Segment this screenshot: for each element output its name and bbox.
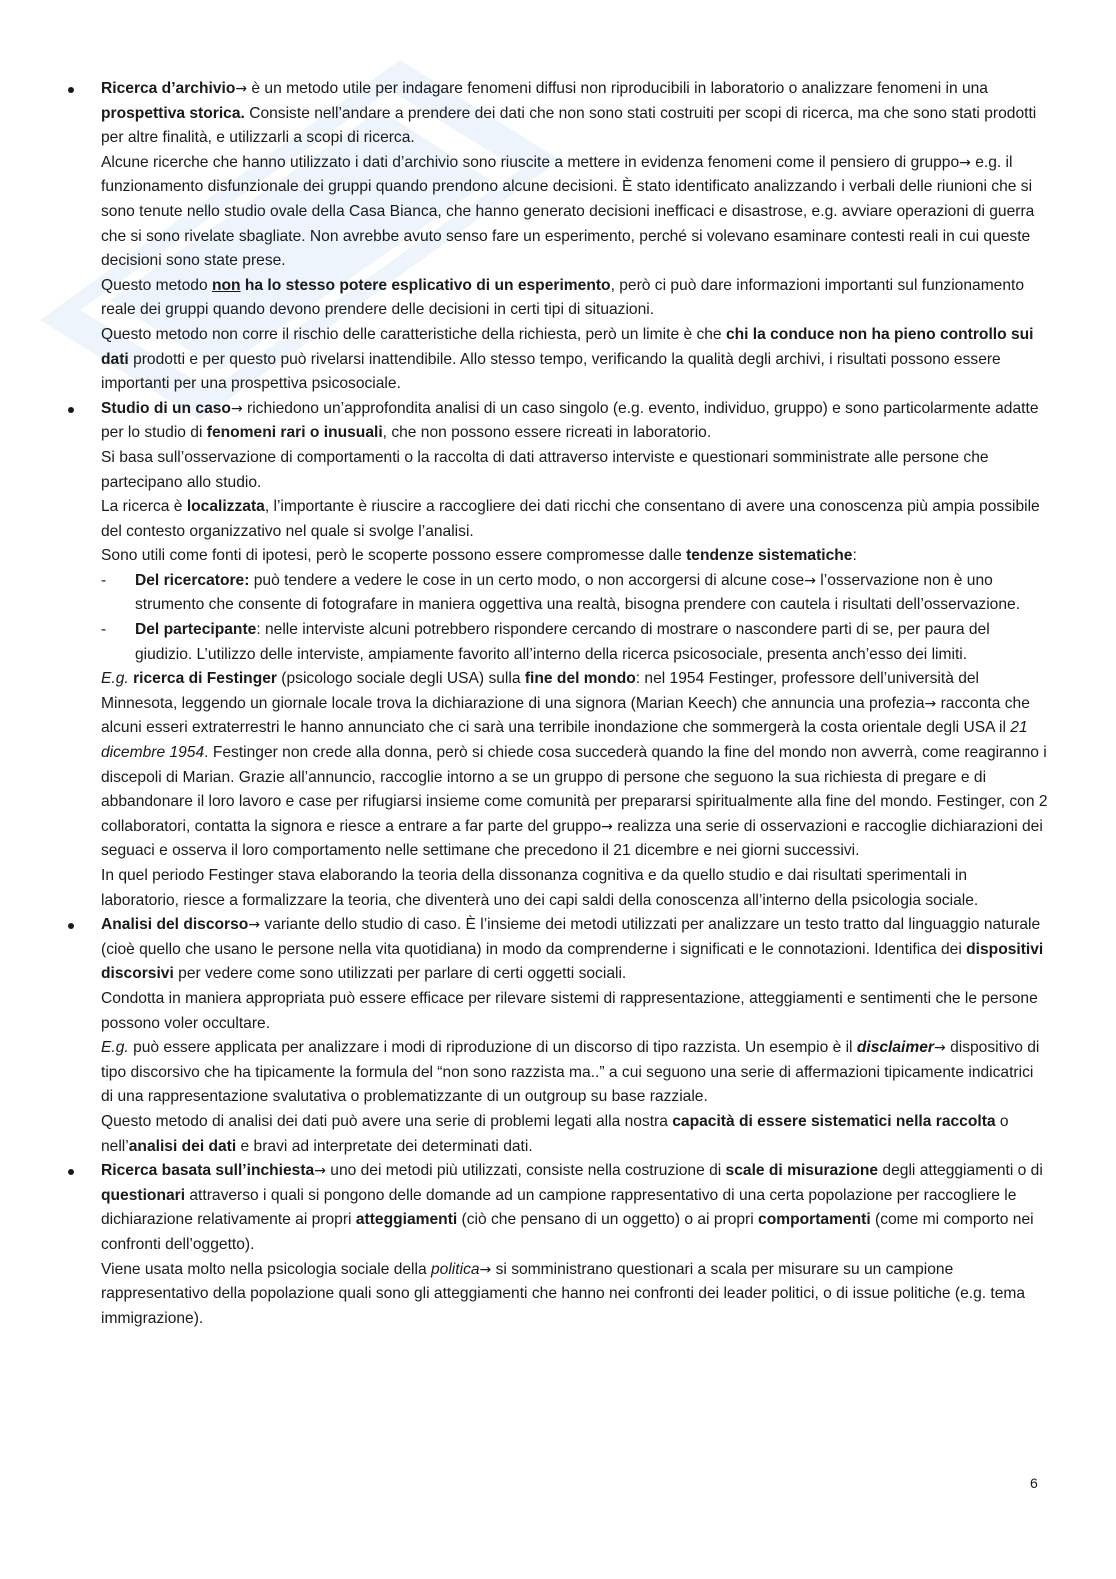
bullet — [68, 1169, 74, 1175]
list-item-ricerca-archivio — [68, 77, 1048, 397]
bullet — [68, 87, 74, 93]
paragraph: Studio di un caso→ richiedono un’approfondita analisi di un caso singolo (e.g. evento, individuo, gruppo) e sono particolarmente adatte per lo studio di fenomeni rari o inusuali, che non possono essere ricreati in laboratorio. — [101, 399, 1039, 442]
paragraph: Ricerca d’archivio→ è un metodo utile per indagare fenomeni diffusi non riproducibili in laboratorio o analizzare fenomeni in una prospettiva storica. Consiste nell’andare a prendere dei dati che non sono stati costruiti per scopi di ricerca, ma che sono stati prodotti per altre finalità, e utilizzarli a scopi di ricerca. — [101, 80, 1037, 147]
paragraph: Questo metodo non corre il rischio delle caratteristiche della richiesta, però un limite è che chi la conduce non ha pieno controllo sui dati prodotti e per questo può rivelarsi inattendibile. Allo stesso tempo, verificando la qualità degli archivi, i risultati possono essere importanti per una prospettiva psicosociale. — [101, 325, 1034, 393]
list-item-analisi-discorso — [68, 913, 1048, 1159]
arrow-icon: → — [248, 917, 261, 934]
paragraph: Condotta in maniera appropriata può essere efficace per rilevare sistemi di rappresentazione, atteggiamenti e sentimenti che le persone possono voler occultare. — [101, 989, 1038, 1032]
arrow-icon: → — [314, 1163, 326, 1180]
list-item-studio-caso — [68, 397, 1048, 913]
dash-marker: - — [101, 621, 107, 639]
bullet — [68, 923, 74, 929]
example-paragraph: E.g. può essere applicata per analizzare i modi di riproduzione di un discorso di tipo razzista. Un esempio è il disclaimer→ dispositivo di tipo discorsivo che ha tipicamente la formula del “non sono razzista ma..” a cui seguono una serie di affermazioni tipicamente indicatrici di una rappresentazione svalutativa o problematizzante di un outgroup su base razziale. — [101, 1039, 1040, 1106]
paragraph: Ricerca basata sull’inchiesta→ uno dei metodi più utilizzati, consiste nella costruzione di scale di misurazione degli atteggiamenti o di questionari attraverso i quali si pongono delle domande ad un campione rappresentativo di una certa popolazione per raccogliere le dichiarazione relativamente ai propri atteggiamenti (ciò che pensano di un oggetto) o ai propri comportamenti (come mi comporto nei confronti dell’oggetto). — [101, 1162, 1043, 1253]
list-item-ricerca-inchiesta — [68, 1159, 1048, 1331]
paragraph: Viene usata molto nella psicologia sociale della politica→ si somministrano questionari a scala per misurare su un campione rappresentativo della popolazione quali sono gli atteggiamenti che hanno nei confronti dei leader politici, o di issue politiche (e.g. tema immigrazione). — [101, 1260, 1026, 1327]
item-title: Ricerca basata sull’inchiesta — [101, 1162, 315, 1180]
paragraph: Analisi del discorso→ variante dello studio di caso. È l’insieme dei metodi utilizzati per analizzare un testo tratto dal linguaggio naturale (cioè quello che usano le persone nella vita quotidiana) in modo da comprenderne i significati e le connotazioni. Identifica dei dispositivi discorsivi per vedere come sono utilizzati per parlare di certi oggetti sociali. — [101, 916, 1044, 983]
item-title: Analisi del discorso — [101, 916, 249, 934]
paragraph: Si basa sull’osservazione di comportamenti o la raccolta di dati attraverso interviste e questionari somministrate alle persone che partecipano allo studio. — [101, 448, 989, 491]
paragraph: In quel periodo Festinger stava elaborando la teoria della dissonanza cognitiva e da quello studio e dai risultati sperimentali in laboratorio, riesce a formalizzare la teoria, che diventerà uno dei capi saldi della conoscenza all’interno della psicologia sociale. — [101, 867, 979, 909]
item-title: Ricerca d’archivio — [101, 80, 236, 97]
paragraph: La ricerca è localizzata, l’importante è riuscire a raccogliere dei dati ricchi che consentano di avere una conoscenza più ampia possibile del contesto organizzativo nel quale si svolge l’analisi. — [101, 498, 1040, 540]
arrow-icon: → — [934, 1040, 946, 1057]
bullet — [68, 407, 74, 413]
paragraph: Alcune ricerche che hanno utilizzato i dati d’archivio sono riuscite a mettere in evidenza fenomeni come il pensiero di gruppo→ e.g. il funzionamento disfunzionale dei gruppi quando prendono alcune decisioni. È stato identificato analizzando i verbali delle riunioni che si sono tenute nello studio ovale della Casa Bianca, che hanno generato decisioni inefficaci e disastrose, e.g. avviare operazioni di guerra che si sono rivelate sbagliate. Non avrebbe avuto senso fare un esperimento, perché si volevano esaminare contesti reali in cui queste decisioni sono state prese. — [101, 153, 1035, 270]
arrow-icon: → — [959, 154, 971, 171]
page-number: 6 — [1030, 1475, 1038, 1491]
example-paragraph: E.g. ricerca di Festinger (psicologo sociale degli USA) sulla fine del mondo: nel 1954 Festinger, professore dell’università del Minnesota, leggendo un giornale locale trova la dichiarazione di una signora (Marian Keech) che annuncia una profezia→ racconta che alcuni esseri extraterrestri le hanno annunciato che ci sarà una terribile inondazione che sommergerà la costa orientale degli USA il 21 dicembre 1954. Festinger non crede alla donna, però si chiede cosa succederà quando la fine del mondo non avverrà, come reagiranno i discepoli di Marian. Grazie all’annuncio, raccoglie intorno a se un gruppo di persone che seguono la sua richiesta di pregare e di abbandonare il loro lavoro e case per rifugiarsi insieme come comunità per prepararsi spiritualmente alla fine del mondo. Festinger, con 2 collaboratori, contatta la signora e riesce a entrare a far parte del gruppo→ realizza una serie di osservazioni e raccoglie dichiarazioni dei seguaci e osserva il loro comportamento nelle settimane che precedono il 21 dicembre e nei giorni successivi. — [101, 670, 1048, 860]
paragraph: Sono utili come fonti di ipotesi, però le scoperte possono essere compromesse dalle tendenze sistematiche: — [101, 547, 857, 565]
sub-item-partecipante: - Del partecipante: nelle interviste alcuni potrebbero rispondere cercando di mostrare o nascondere parti di se, per paura del giudizio. L’utilizzo delle interviste, ampiamente favorito all’interno della ricerca psicosociale, presenta anch’esso dei limiti. — [101, 618, 1048, 667]
arrow-icon: → — [479, 1261, 492, 1278]
item-title: Studio di un caso — [101, 399, 231, 417]
paragraph: Questo metodo di analisi dei dati può avere una serie di problemi legati alla nostra capacità di essere sistematici nella raccolta o nell’analisi dei dati e bravi ad interpretate dei determinati dati. — [101, 1112, 1009, 1155]
paragraph: Questo metodo non ha lo stesso potere esplicativo di un esperimento, però ci può dare informazioni importanti sul funzionamento reale dei gruppi quando devono prendere delle decisioni in certi tipi di situazioni. — [101, 276, 1025, 319]
arrow-icon: → — [230, 400, 243, 417]
arrow-icon: → — [804, 572, 816, 589]
arrow-icon: → — [924, 695, 937, 712]
arrow-icon: → — [601, 818, 613, 835]
dash-marker: - — [101, 571, 107, 589]
arrow-icon: → — [235, 81, 248, 97]
document-body — [68, 77, 1048, 1331]
sub-item-ricercatore: - Del ricercatore: può tendere a vedere le cose in un certo modo, o non accorgersi di alcune cose→ l’osservazione non è uno strumento che consente di fotografare in maniera oggettiva una realtà, bisogna prendere con cautela i risultati dell’osservazione. — [101, 569, 1048, 618]
